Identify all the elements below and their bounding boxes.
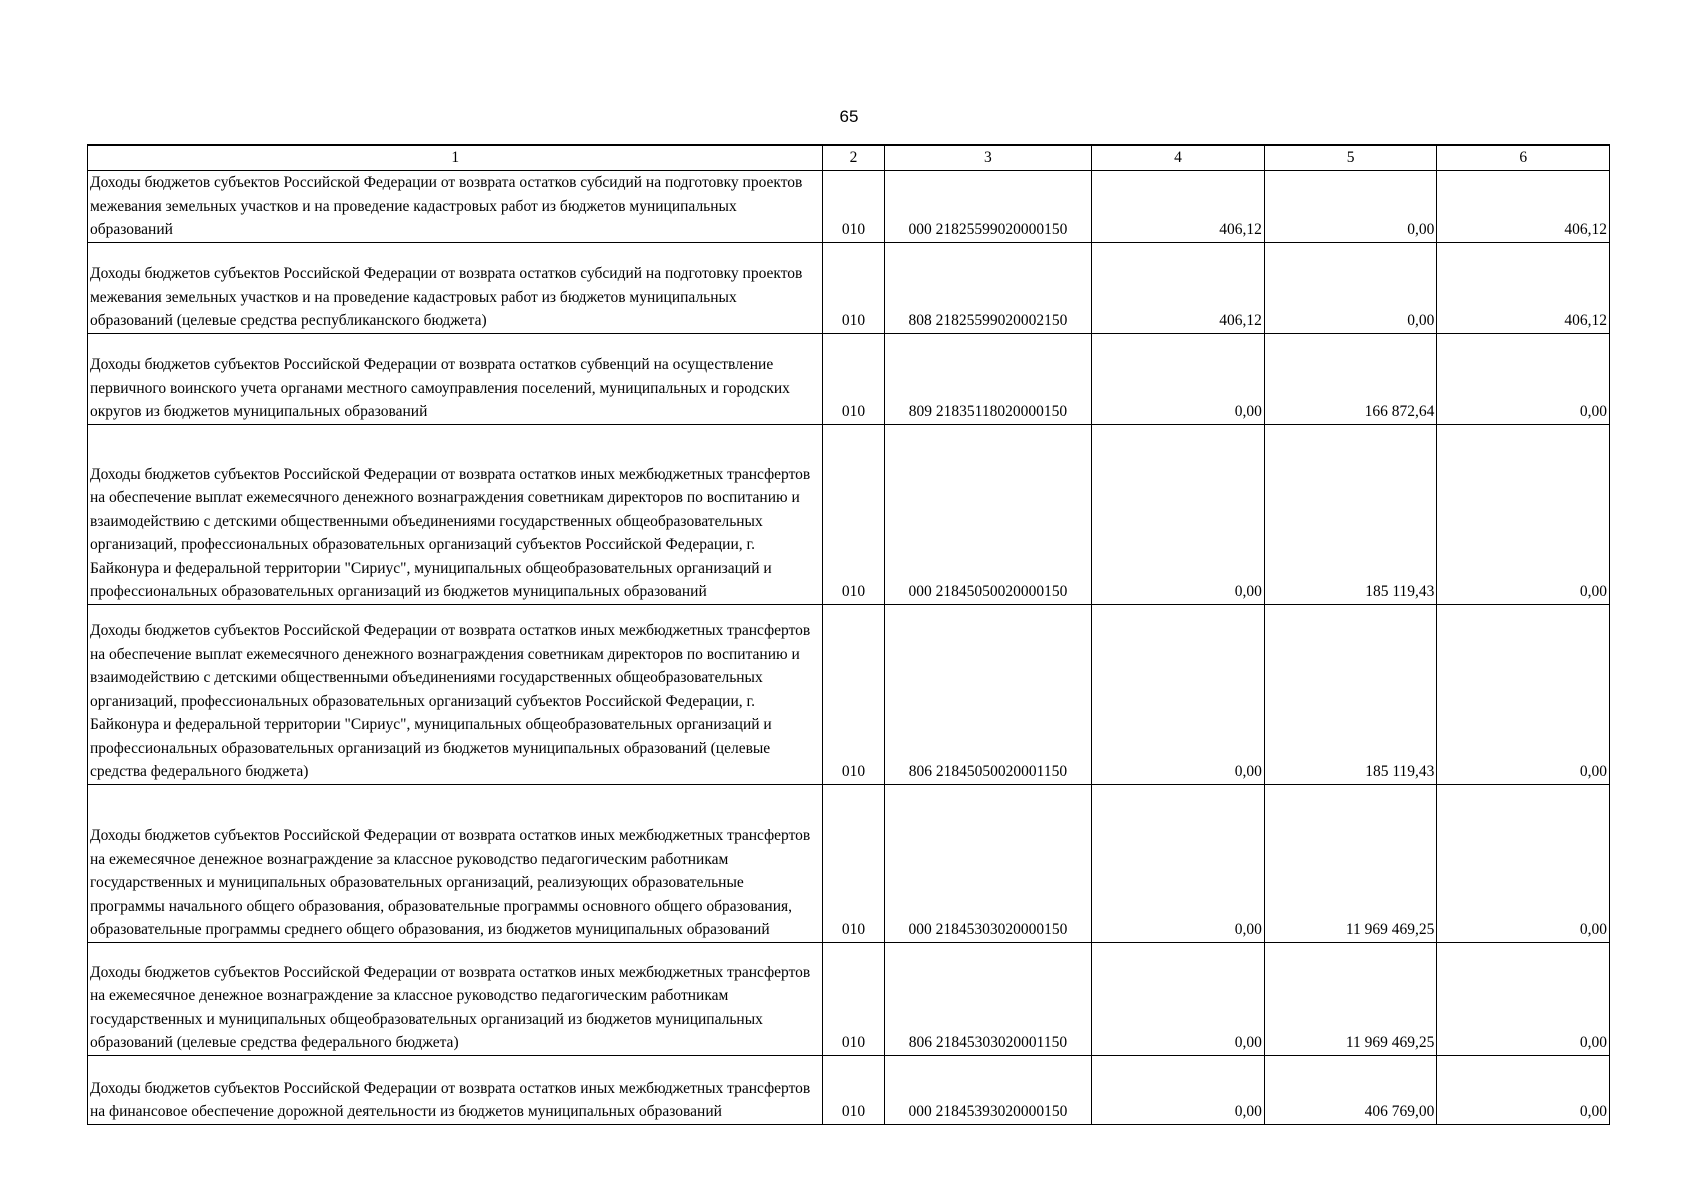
row-name-cell xyxy=(88,242,823,333)
header-col-5: 5 xyxy=(1264,145,1437,171)
row-admin-code-cell: 010 xyxy=(823,1055,884,1124)
row-value-col6-cell: 0,00 xyxy=(1437,942,1610,1055)
row-value-col6-cell: 0,00 xyxy=(1437,604,1610,784)
row-value-col6-cell: 406,12 xyxy=(1437,171,1610,243)
row-name-cell xyxy=(88,424,823,604)
row-value-col4-cell: 0,00 xyxy=(1092,942,1265,1055)
row-budget-code-cell: 000 21845050020000150 xyxy=(884,424,1092,604)
row-admin-code-cell: 010 xyxy=(823,604,884,784)
row-value-col6-cell: 406,12 xyxy=(1437,242,1610,333)
row-name-text: Доходы бюджетов субъектов Российской Федерации от возврата остатков иных межбюджетных трансфертов на обеспечение выплат ежемесячного денежного вознаграждения советникам директоров по воспитанию и взаимодействию с детскими общественными объединениями государственных общеобразовательных организаций, профессиональных образовательных организаций субъектов Российской Федерации, г. Байконура и федеральной территории "Сириус", муниципальных общеобразовательных организаций и профессиональных образовательных организаций из бюджетов муниципальных образований xyxy=(90,465,811,600)
revenue-table xyxy=(87,144,1610,1125)
table-row xyxy=(88,171,1610,243)
row-value-col6-cell: 0,00 xyxy=(1437,784,1610,942)
row-budget-code-cell: 000 21845303020000150 xyxy=(884,784,1092,942)
row-value-col5-cell: 0,00 xyxy=(1264,242,1437,333)
row-value-col4-cell: 406,12 xyxy=(1092,171,1265,243)
row-value-col5-cell: 406 769,00 xyxy=(1264,1055,1437,1124)
row-budget-code-cell: 809 21835118020000150 xyxy=(884,333,1092,424)
row-name-cell xyxy=(88,942,823,1055)
table-row xyxy=(88,942,1610,1055)
row-budget-code-cell: 806 21845050020001150 xyxy=(884,604,1092,784)
row-name-cell xyxy=(88,1055,823,1124)
row-value-col5-cell: 0,00 xyxy=(1264,171,1437,243)
row-admin-code-cell: 010 xyxy=(823,424,884,604)
header-col-6: 6 xyxy=(1437,145,1610,171)
row-name-text: Доходы бюджетов субъектов Российской Федерации от возврата остатков иных межбюджетных трансфертов на ежемесячное денежное вознаграждение за классное руководство педагогическим работникам государственных и муниципальных образовательных организаций, реализующих образовательные программы начального общего образования, образовательные программы основного общего образования, образовательные программы среднего общего образования, из бюджетов муниципальных образований xyxy=(90,827,811,938)
row-name-text: Доходы бюджетов субъектов Российской Федерации от возврата остатков субсидий на подготовку проектов межевания земельных участков и на проведение кадастровых работ из бюджетов муниципальных образований xyxy=(90,174,803,238)
row-value-col5-cell: 11 969 469,25 xyxy=(1264,942,1437,1055)
row-name-text: Доходы бюджетов субъектов Российской Федерации от возврата остатков субвенций на осуществление первичного воинского учета органами местного самоуправления поселений, муниципальных и городских округов из бюджетов муниципальных образований xyxy=(90,356,790,420)
header-col-1: 1 xyxy=(88,145,823,171)
row-value-col5-cell: 11 969 469,25 xyxy=(1264,784,1437,942)
row-value-col4-cell: 0,00 xyxy=(1092,604,1265,784)
row-value-col4-cell: 0,00 xyxy=(1092,333,1265,424)
header-col-4: 4 xyxy=(1092,145,1265,171)
row-budget-code-cell: 806 21845303020001150 xyxy=(884,942,1092,1055)
row-value-col6-cell: 0,00 xyxy=(1437,424,1610,604)
row-value-col4-cell: 0,00 xyxy=(1092,1055,1265,1124)
row-name-text: Доходы бюджетов субъектов Российской Федерации от возврата остатков иных межбюджетных трансфертов на обеспечение выплат ежемесячного денежного вознаграждения советникам директоров по воспитанию и взаимодействию с детскими общественными объединениями государственных общеобразовательных организаций, профессиональных образовательных организаций субъектов Российской Федерации, г. Байконура и федеральной территории "Сириус", муниципальных общеобразовательных организаций и профессиональных образовательных организаций из бюджетов муниципальных образований (целевые средства федерального бюджета) xyxy=(90,622,811,780)
row-admin-code-cell: 010 xyxy=(823,784,884,942)
table-row xyxy=(88,1055,1610,1124)
row-budget-code-cell: 000 21845393020000150 xyxy=(884,1055,1092,1124)
row-name-text: Доходы бюджетов субъектов Российской Федерации от возврата остатков иных межбюджетных трансфертов на ежемесячное денежное вознаграждение за классное руководство педагогическим работникам государственных и муниципальных общеобразовательных организаций из бюджетов муниципальных образований (целевые средства федерального бюджета) xyxy=(90,963,811,1051)
row-budget-code-cell: 000 21825599020000150 xyxy=(884,171,1092,243)
row-value-col6-cell: 0,00 xyxy=(1437,1055,1610,1124)
row-name-text: Доходы бюджетов субъектов Российской Федерации от возврата остатков иных межбюджетных трансфертов на финансовое обеспечение дорожной деятельности из бюджетов муниципальных образований xyxy=(90,1079,811,1120)
row-admin-code-cell: 010 xyxy=(823,171,884,243)
table-row xyxy=(88,784,1610,942)
row-name-cell xyxy=(88,784,823,942)
table-row xyxy=(88,242,1610,333)
row-value-col4-cell: 0,00 xyxy=(1092,784,1265,942)
table-row xyxy=(88,424,1610,604)
table-row xyxy=(88,604,1610,784)
row-value-col5-cell: 185 119,43 xyxy=(1264,604,1437,784)
row-value-col4-cell: 0,00 xyxy=(1092,424,1265,604)
row-admin-code-cell: 010 xyxy=(823,333,884,424)
table-header-row xyxy=(88,145,1610,171)
row-budget-code-cell: 808 21825599020002150 xyxy=(884,242,1092,333)
row-name-cell xyxy=(88,171,823,243)
row-value-col5-cell: 185 119,43 xyxy=(1264,424,1437,604)
row-value-col6-cell: 0,00 xyxy=(1437,333,1610,424)
row-name-cell xyxy=(88,333,823,424)
row-value-col5-cell: 166 872,64 xyxy=(1264,333,1437,424)
page-number: 65 xyxy=(839,107,859,126)
row-value-col4-cell: 406,12 xyxy=(1092,242,1265,333)
header-col-3: 3 xyxy=(884,145,1092,171)
row-name-cell xyxy=(88,604,823,784)
row-admin-code-cell: 010 xyxy=(823,942,884,1055)
row-admin-code-cell: 010 xyxy=(823,242,884,333)
table-row xyxy=(88,333,1610,424)
row-name-text: Доходы бюджетов субъектов Российской Федерации от возврата остатков субсидий на подготовку проектов межевания земельных участков и на проведение кадастровых работ из бюджетов муниципальных образований (целевые средства республиканского бюджета) xyxy=(90,265,803,329)
header-col-2: 2 xyxy=(823,145,884,171)
